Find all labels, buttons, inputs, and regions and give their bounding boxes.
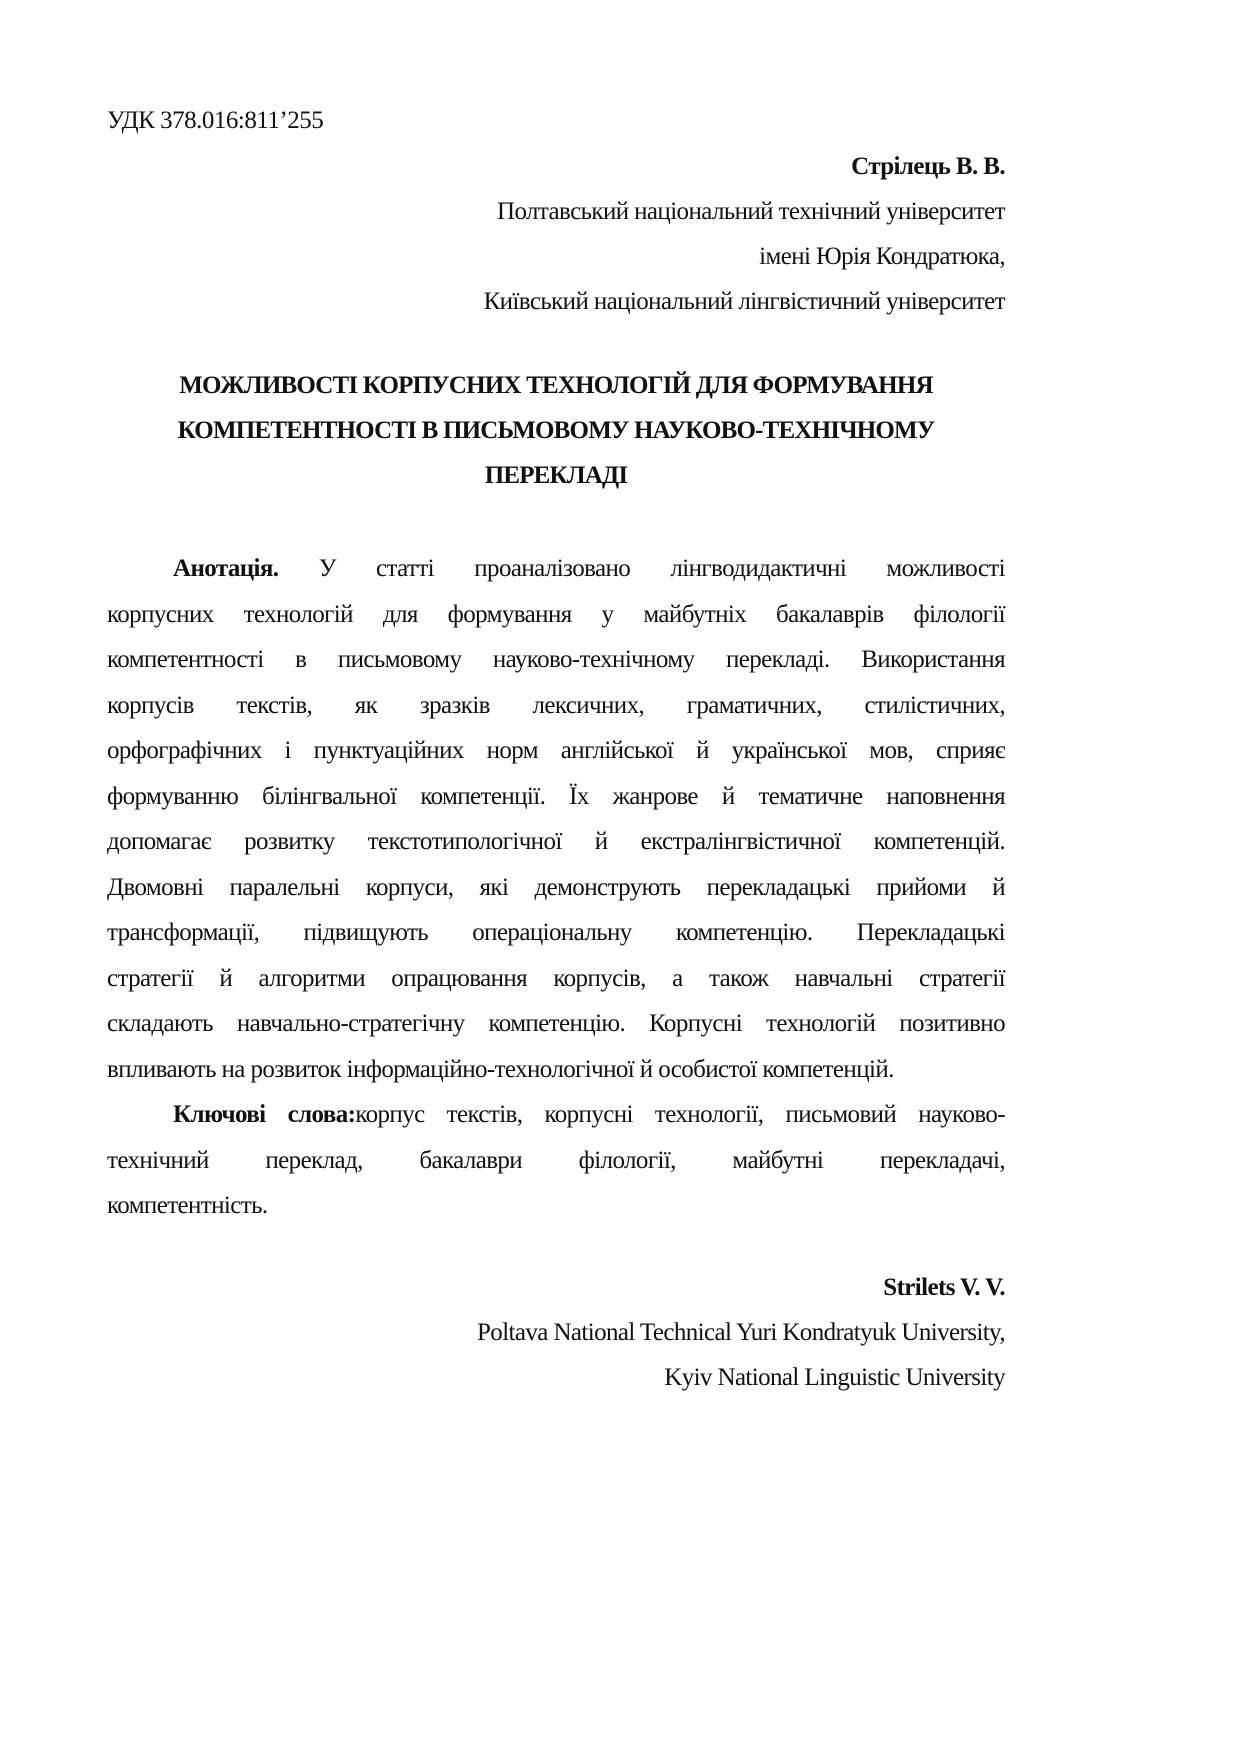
- article-title: [107, 371, 1005, 506]
- keywords-line: компетентність.: [107, 1192, 268, 1219]
- keywords-line: технічний переклад, бакалаври філології, майбутні перекладачі,: [107, 1146, 1005, 1174]
- abstract-line: впливають на розвиток інформаційно-технологічної й особистої компетенцій.: [107, 1055, 894, 1083]
- abstract-line: [107, 554, 1005, 584]
- author-name-english: Strilets V. V.: [883, 1274, 1005, 1301]
- abstract-line: Двомовні паралельні корпуси, які демонструють перекладацькі прийоми й: [107, 873, 1005, 901]
- abstract-label: Анотація.: [173, 555, 279, 582]
- title-line: МОЖЛИВОСТІ КОРПУСНИХ ТЕХНОЛОГІЙ ДЛЯ ФОРМУВАННЯ: [179, 372, 933, 399]
- affiliation-line: Poltava National Technical Yuri Kondratyuk University,: [477, 1319, 1005, 1346]
- author-block-ukrainian: [484, 152, 1005, 332]
- title-line: КОМПЕТЕНТНОСТІ В ПИСЬМОВОМУ НАУКОВО-ТЕХНІЧНОМУ: [177, 417, 935, 444]
- affiliation-line: Полтавський національний технічний університет: [497, 198, 1005, 225]
- keywords-line: [107, 1100, 1005, 1130]
- abstract-line: корпусних технологій для формування у майбутніх бакалаврів філології: [107, 600, 1005, 628]
- affiliation-line: імені Юрія Кондратюка,: [759, 243, 1005, 270]
- keywords-text: корпус текстів, корпусні технології, письмовий науково-: [355, 1101, 1006, 1128]
- affiliation-line: Київський національний лінгвістичний університет: [483, 288, 1005, 315]
- author-block-english: [477, 1273, 1005, 1408]
- abstract-line: орфографічних і пунктуаційних норм англійської й української мов, сприяє: [107, 737, 1005, 764]
- title-line: ПЕРЕКЛАДІ: [484, 462, 628, 489]
- keywords-label: Ключові слова:: [173, 1101, 356, 1128]
- abstract-line: стратегії й алгоритми опрацювання корпусів, а також навчальні стратегії: [107, 964, 1005, 992]
- author-name-ukrainian: Стрілець В. В.: [851, 153, 1005, 180]
- abstract-text: У статті проаналізовано лінгводидактичні можливості: [318, 555, 1005, 582]
- abstract-line: корпусів текстів, як зразків лексичних, граматичних, стилістичних,: [107, 691, 1005, 719]
- abstract-line: складають навчально-стратегічну компетенцію. Корпусні технологій позитивно: [107, 1010, 1005, 1037]
- abstract-line: компетентності в письмовому науково-технічному перекладі. Використання: [107, 646, 1005, 673]
- abstract-line: допомагає розвитку текстотипологічної й екстралінгвістичної компетенцій.: [107, 828, 1005, 855]
- affiliation-line: Kyiv National Linguistic University: [664, 1364, 1005, 1391]
- abstract-line: трансформації, підвищують операціональну компетенцію. Перекладацькі: [107, 919, 1005, 946]
- abstract-section: [107, 554, 1005, 1237]
- udk-code: УДК 378.016:811’255: [107, 107, 324, 134]
- abstract-line: формуванню білінгвальної компетенції. Їх жанрове й тематичне наповнення: [107, 782, 1005, 810]
